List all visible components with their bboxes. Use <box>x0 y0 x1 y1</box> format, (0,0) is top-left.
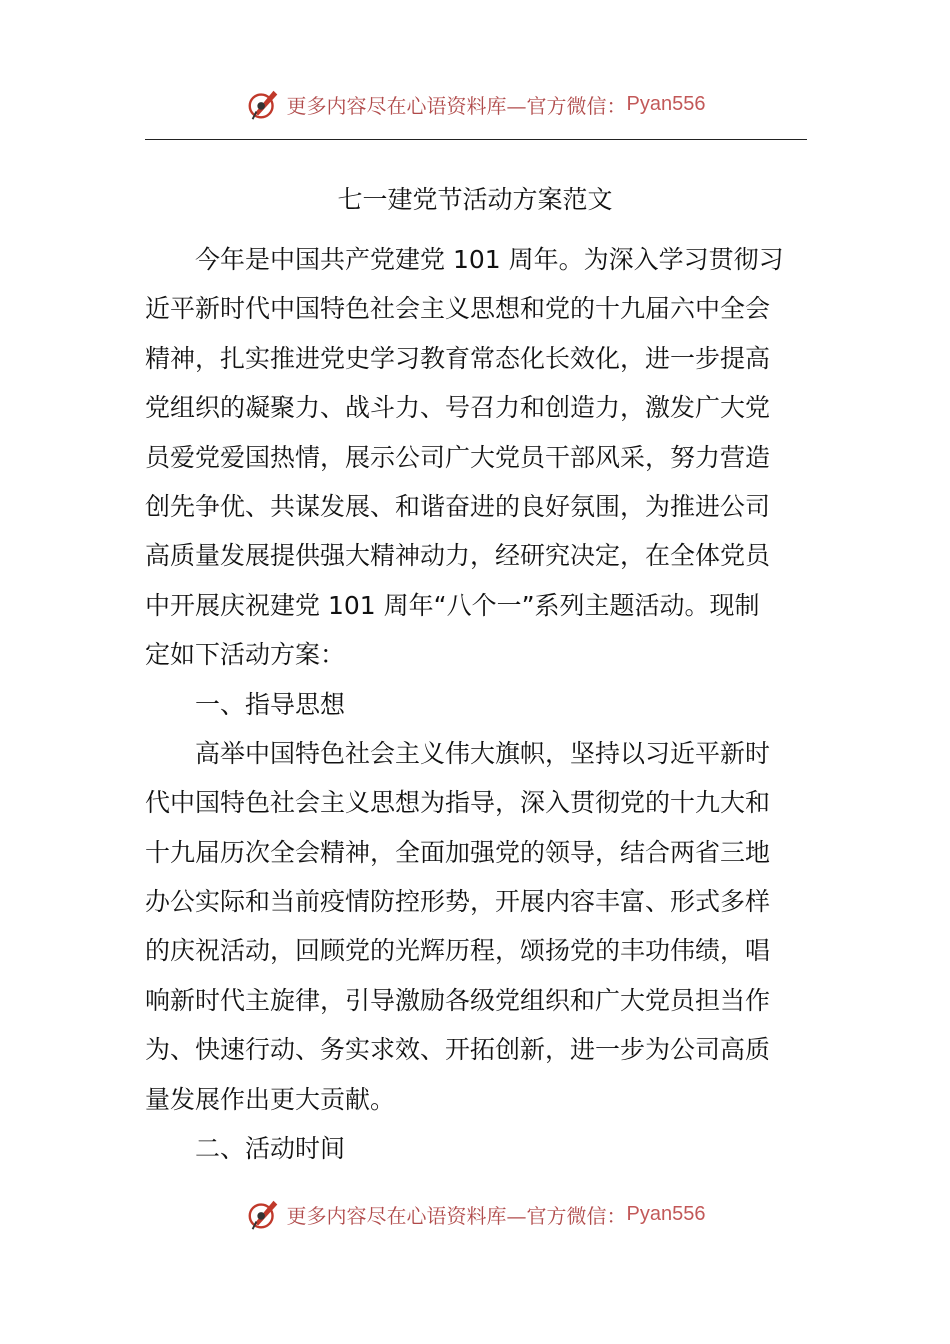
paragraph-line: 十九届历次全会精神，全面加强党的领导，结合两省三地 <box>145 837 771 867</box>
paragraph-line: 定如下活动方案： <box>145 640 346 670</box>
section-heading: 一、指导思想 <box>195 689 346 719</box>
footer-banner <box>0 1192 950 1236</box>
section-heading: 二、活动时间 <box>195 1134 346 1164</box>
document-title: 七一建党节活动方案范文 <box>337 185 613 214</box>
paragraph-line: 高质量发展提供强大精神动力，经研究决定，在全体党员 <box>145 541 771 571</box>
header-divider <box>145 139 807 140</box>
header-banner <box>0 82 950 126</box>
paragraph-line: 党组织的凝聚力、战斗力、号召力和创造力，激发广大党 <box>145 393 771 423</box>
paragraph-line: 的庆祝活动，回顾党的光辉历程，颂扬党的丰功伟绩，唱 <box>145 936 771 966</box>
paragraph-line: 量发展作出更大贡献。 <box>145 1084 396 1114</box>
header-promo-text: 更多内容尽在心语资料库—官方微信： <box>286 93 627 118</box>
paragraph-line: 代中国特色社会主义思想为指导，深入贯彻党的十九大和 <box>145 788 771 818</box>
header-wechat-id: Pyan556 <box>626 92 706 115</box>
footer-promo-text: 更多内容尽在心语资料库—官方微信： <box>286 1203 627 1228</box>
paragraph-line: 为、快速行动、务实求效、开拓创新，进一步为公司高质 <box>145 1035 771 1065</box>
paragraph-line: 办公实际和当前疫情防控形势，开展内容丰富、形式多样 <box>145 887 771 917</box>
paragraph-line: 创先争优、共谋发展、和谐奋进的良好氛围，为推进公司 <box>145 491 771 521</box>
paragraph-line: 精神，扎实推进党史学习教育常态化长效化，进一步提高 <box>145 343 771 373</box>
quill-logo-icon <box>245 1195 283 1233</box>
paragraph-line: 高举中国特色社会主义伟大旗帜，坚持以习近平新时 <box>195 738 771 768</box>
paragraph-line: 近平新时代中国特色社会主义思想和党的十九届六中全会 <box>145 294 771 324</box>
document-body <box>145 235 795 1173</box>
paragraph-line: 中开展庆祝建党 101 周年“八个一”系列主题活动。现制 <box>145 590 760 620</box>
paragraph-line: 响新时代主旋律，引导激励各级党组织和广大党员担当作 <box>145 985 771 1015</box>
paragraph-line: 员爱党爱国热情，展示公司广大党员干部风采，努力营造 <box>145 442 771 472</box>
paragraph-line: 今年是中国共产党建党 101 周年。为深入学习贯彻习 <box>195 245 784 274</box>
quill-logo-icon <box>245 85 283 123</box>
footer-wechat-id: Pyan556 <box>626 1202 706 1225</box>
